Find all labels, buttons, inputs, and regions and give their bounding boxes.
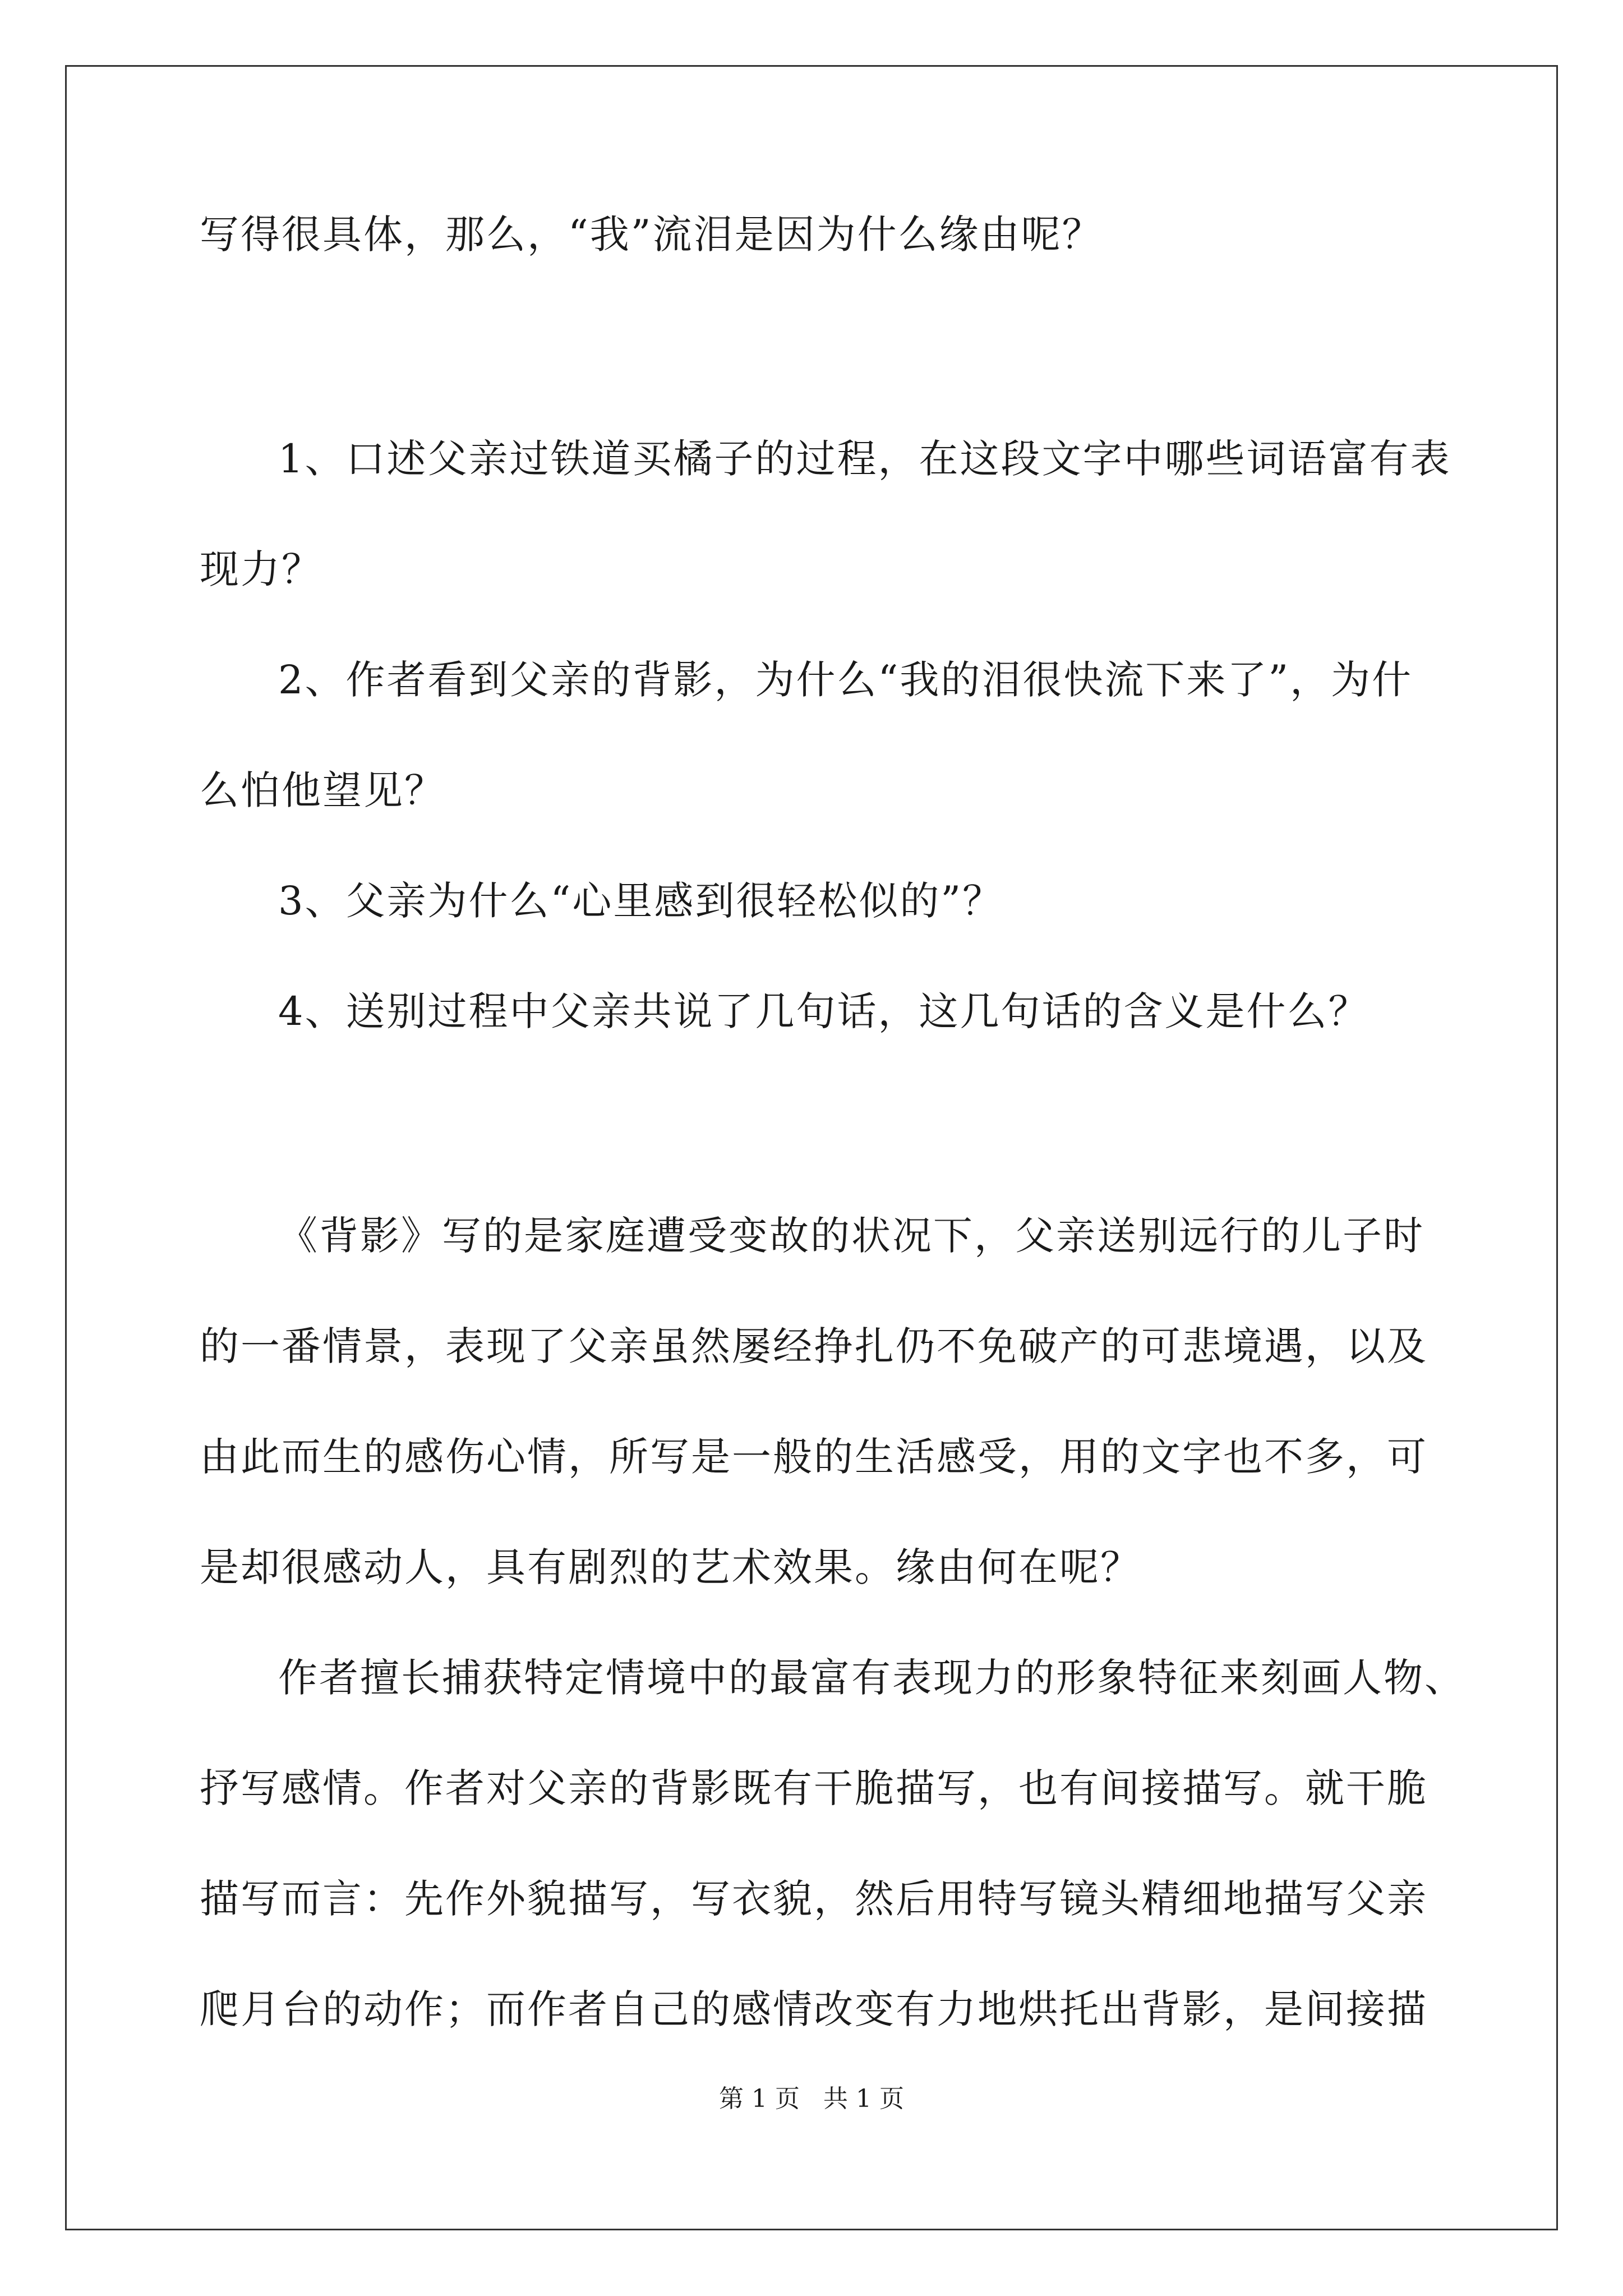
paragraph-2-line-1: 作者擅长捕获特定情境中的最富有表现力的形象特征来刻画人物、 [278, 1655, 1465, 1701]
paragraph-2-line-4: 爬月台的动作；而作者自己的感情改变有力地烘托出背影，是间接描 [200, 1986, 1428, 2032]
question-2-line-1: 2、作者看到父亲的背影，为什么“我的泪很快流下来了”，为什 [278, 657, 1413, 703]
paragraph-1-line-3: 由此而生的感伤心情，所写是一般的生活感受，用的文字也不多，可 [200, 1434, 1428, 1480]
paragraph-2-line-2: 抒写感情。作者对父亲的背影既有干脆描写，也有间接描写。就干脆 [200, 1765, 1428, 1811]
page-footer: 第 1 页 共 1 页 [719, 2085, 904, 2113]
paragraph-1-line-4: 是却很感动人，具有剧烈的艺术效果。缘由何在呢？ [200, 1544, 1141, 1590]
paragraph-2-line-3: 描写而言：先作外貌描写，写衣貌，然后用特写镜头精细地描写父亲 [200, 1876, 1428, 1922]
paragraph-1-line-2: 的一番情景，表现了父亲虽然屡经挣扎仍不免破产的可悲境遇，以及 [200, 1323, 1428, 1369]
text-line-1: 写得很具体，那么，“我”流泪是因为什么缘由呢？ [200, 211, 1103, 257]
question-1-line-2: 现力？ [200, 546, 322, 592]
paragraph-1-line-1: 《背影》写的是家庭遭受变故的状况下，父亲送别远行的儿子时 [278, 1213, 1424, 1259]
question-4: 4、送别过程中父亲共说了几句话，这几句话的含义是什么？ [278, 988, 1370, 1034]
question-2-line-2: 么怕他望见？ [200, 767, 445, 813]
question-3: 3、父亲为什么“心里感到很轻松似的”？ [278, 878, 1004, 924]
question-1-line-1: 1、口述父亲过铁道买橘子的过程，在这段文字中哪些词语富有表 [278, 436, 1451, 482]
